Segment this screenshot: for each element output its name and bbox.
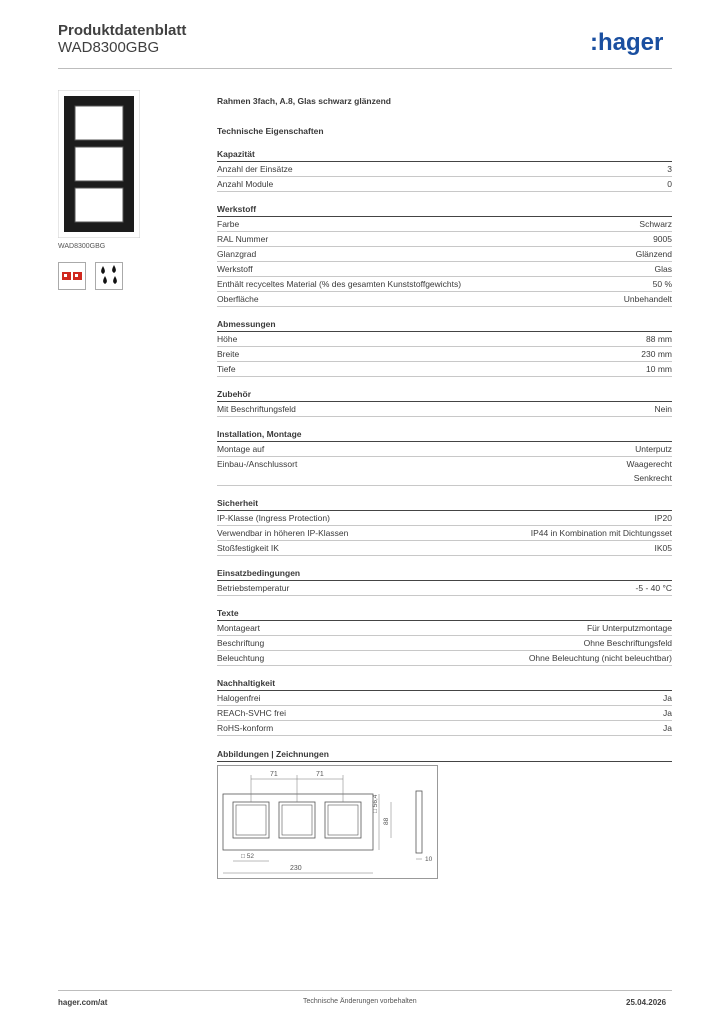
spec-value: Ohne Beleuchtung (nicht beleuchtbar) [528, 653, 672, 663]
spec-row [217, 277, 672, 292]
spec-value: Unterputz [635, 444, 672, 454]
spec-row [217, 362, 672, 377]
spec-value: IP20 [654, 513, 672, 523]
spec-value: Waagerecht Senkrecht [626, 459, 672, 483]
section-heading: Nachhaltigkeit [217, 677, 672, 691]
spec-key: Verwendbar in höheren IP-Klassen [217, 528, 349, 538]
spec-value: Ohne Beschriftungsfeld [583, 638, 672, 648]
spec-row [217, 541, 672, 556]
section-heading: Abmessungen [217, 318, 672, 332]
spec-section [217, 677, 672, 736]
spec-row [217, 457, 672, 486]
spec-value: Schwarz [639, 219, 672, 229]
spec-row [217, 621, 672, 636]
spec-key: Montage auf [217, 444, 265, 454]
section-heading: Kapazität [217, 148, 672, 162]
spec-key: IP-Klasse (Ingress Protection) [217, 513, 330, 523]
spec-content [217, 96, 672, 762]
spec-value: 88 mm [646, 334, 672, 344]
spec-row [217, 292, 672, 307]
spec-value: 230 mm [641, 349, 672, 359]
section-heading: Installation, Montage [217, 428, 672, 442]
spec-key: Montageart [217, 623, 260, 633]
footer-date: 25.04.2026 [626, 998, 667, 1007]
page-title: Produktdatenblatt [58, 22, 187, 39]
spec-value: 50 % [652, 279, 672, 289]
dim-230: 230 [290, 865, 302, 872]
dim-56-4: □ 56,4 [372, 794, 379, 813]
spec-key: Beschriftung [217, 638, 265, 648]
header-divider [58, 68, 672, 69]
spec-value: Ja [663, 708, 672, 718]
spec-key: Anzahl Module [217, 179, 274, 189]
product-title: Rahmen 3fach, A.8, Glas schwarz glänzend [217, 96, 391, 106]
spec-row [217, 402, 672, 417]
spec-section [217, 428, 672, 486]
section-heading: Einsatzbedingungen [217, 567, 672, 581]
spec-key: Werkstoff [217, 264, 253, 274]
spec-key: Breite [217, 349, 240, 359]
spec-row [217, 232, 672, 247]
spec-key: Anzahl der Einsätze [217, 164, 293, 174]
spec-row [217, 332, 672, 347]
drawings-heading: Abbildungen | Zeichnungen [217, 747, 672, 762]
spec-section [217, 607, 672, 666]
spec-section [217, 148, 672, 192]
spec-row [217, 706, 672, 721]
product-number: WAD8300GBG [58, 39, 160, 56]
spec-key: Tiefe [217, 364, 236, 374]
spec-value: Ja [663, 723, 672, 733]
spec-key: Einbau-/Anschlussort [217, 459, 298, 469]
spec-key: Farbe [217, 219, 240, 229]
logo-text: :hager [590, 29, 664, 56]
spec-row [217, 347, 672, 362]
technical-drawing [217, 765, 438, 879]
spec-value: Nein [654, 404, 672, 414]
spec-key: Mit Beschriftungsfeld [217, 404, 296, 414]
spec-row [217, 262, 672, 277]
spec-row [217, 162, 672, 177]
spec-value: IP44 in Kombination mit Dichtungsset [530, 528, 672, 538]
spec-row [217, 651, 672, 666]
spec-value: Für Unterputzmontage [586, 623, 672, 633]
spec-value: 3 [667, 164, 672, 174]
spec-row [217, 247, 672, 262]
spec-value: 9005 [653, 234, 672, 244]
spec-key: Enthält recyceltes Material (% des gesamten Kunststoffgewichts) [217, 279, 462, 289]
section-heading: Zubehör [217, 388, 672, 402]
water-drops-icon [95, 262, 123, 290]
section-heading: Werkstoff [217, 203, 672, 217]
spec-key: Glanzgrad [217, 249, 257, 259]
spec-key: Halogenfrei [217, 693, 261, 703]
dim-10: 10 [425, 856, 433, 863]
product-code-label: WAD8300GBG [58, 243, 106, 250]
spec-key: RAL Nummer [217, 234, 269, 244]
spec-value: Glänzend [635, 249, 672, 259]
spec-value: -5 - 40 °C [635, 583, 672, 593]
product-image [58, 90, 140, 238]
footer-website-link[interactable]: hager.com/at [58, 998, 108, 1007]
spec-section [217, 567, 672, 596]
spec-key: RoHS-konform [217, 723, 274, 733]
spec-row [217, 581, 672, 596]
spec-key: REACh-SVHC frei [217, 708, 286, 718]
spec-row [217, 217, 672, 232]
spec-value: 10 mm [646, 364, 672, 374]
spec-row [217, 177, 672, 192]
spec-key: Beleuchtung [217, 653, 265, 663]
section-heading: Sicherheit [217, 497, 672, 511]
spec-value: Glas [654, 264, 672, 274]
spec-row [217, 721, 672, 736]
spec-value: Ja [663, 693, 672, 703]
spec-key: Oberfläche [217, 294, 259, 304]
footer-disclaimer: Technische Änderungen vorbehalten [303, 998, 417, 1005]
hager-logo [590, 28, 680, 58]
dim-71-right: 71 [316, 771, 324, 778]
spec-row [217, 511, 672, 526]
badge-icon [58, 262, 86, 290]
spec-row [217, 636, 672, 651]
spec-value: 0 [667, 179, 672, 189]
spec-row [217, 442, 672, 457]
spec-key: Stoßfestigkeit IK [217, 543, 279, 553]
spec-section [217, 388, 672, 417]
spec-row [217, 691, 672, 706]
spec-section [217, 497, 672, 556]
spec-section [217, 203, 672, 307]
tech-heading: Technische Eigenschaften [217, 126, 324, 136]
spec-key: Höhe [217, 334, 238, 344]
spec-value: IK05 [654, 543, 672, 553]
footer-divider [58, 990, 672, 991]
section-heading: Texte [217, 607, 672, 621]
dim-52: □ 52 [241, 853, 254, 860]
spec-section [217, 318, 672, 377]
spec-value: Unbehandelt [623, 294, 672, 304]
spec-row [217, 526, 672, 541]
spec-key: Betriebstemperatur [217, 583, 290, 593]
dim-88: 88 [383, 817, 390, 825]
dim-71-left: 71 [270, 771, 278, 778]
spec-sections [217, 148, 672, 736]
